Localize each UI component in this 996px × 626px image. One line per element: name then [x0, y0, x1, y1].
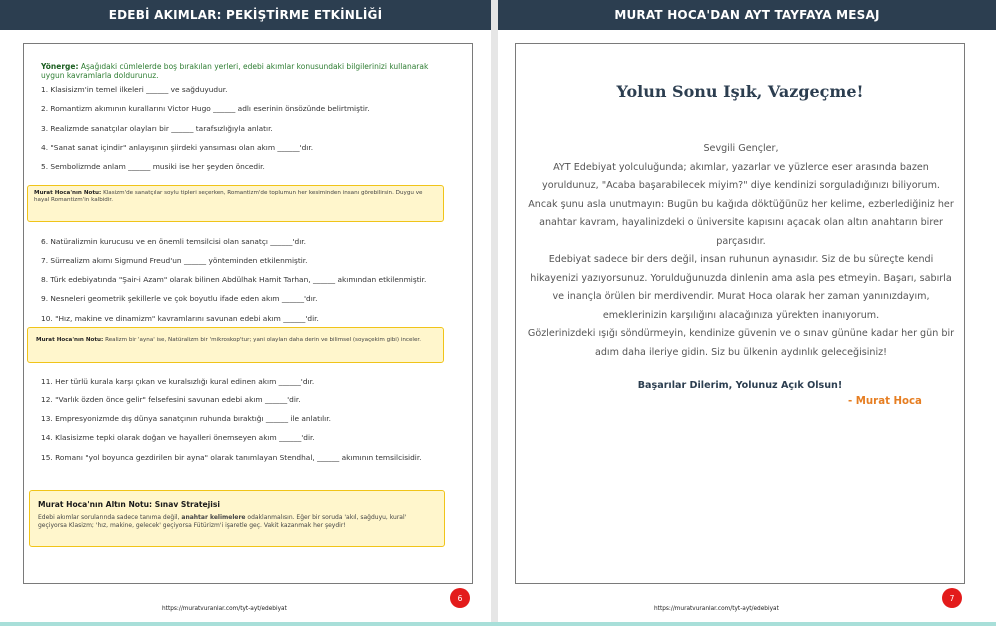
- message-paragraph: Edebiyat sadece bir ders değil, insan ruhunun aynasıdır. Siz de bu süreçte kendi hikayenizi yazıyorsunuz. Yorulduğunuzda dinlenin ama asla pes etmeyin. Başarı, sabırla ve inançla örülen bir merdivendir. Murat Hoca olarak her zaman yanınızdayım, emeklerinizin karşılığını alacağınıza yürekten inanıyorum.: [530, 254, 952, 321]
- question: 2. Romantizm akımının kurallarını Victor Hugo ______ adlı eserinin önsözünde belirtmiştir.: [41, 104, 370, 113]
- message-closing: Başarılar Dilerim, Yolunuz Açık Olsun!: [637, 380, 843, 391]
- teacher-note: [27, 185, 444, 222]
- question: 4. "Sanat sanat içindir" anlayışının şiirdeki yansıması olan akım ______'dır.: [41, 143, 314, 152]
- gold-note: [29, 490, 445, 547]
- footer-url[interactable]: https://muratvuranlar.com/tyt-ayt/edebiyat: [654, 606, 779, 612]
- worksheet-frame: [23, 43, 473, 584]
- question: 14. Klasisizme tepki olarak doğan ve hayalleri önemseyen akım ______'dir.: [41, 433, 315, 442]
- gold-note-title: Murat Hoca'nın Altın Notu: Sınav Stratejisi: [38, 500, 221, 509]
- note-label: Murat Hoca'nın Notu:: [34, 190, 102, 196]
- question: 11. Her türlü kurala karşı çıkan ve kuralsızlığı kural edinen akım ______'dır.: [41, 377, 315, 386]
- message-paragraph: Gözlerinizdeki ışığı söndürmeyin, kendinize güvenin ve o sınav gününe kadar her gün bir adım daha ileriye gidin. Siz bu ülkenin aydınlık geleceğisiniz!: [527, 328, 955, 358]
- question: 7. Sürrealizm akımı Sigmund Freud'un ______ yönteminden etkilenmiştir.: [41, 256, 308, 265]
- left-page-header: EDEBİ AKIMLAR: PEKİŞTİRME ETKİNLİĞİ: [0, 0, 491, 30]
- message-greeting: Sevgili Gençler,: [703, 143, 779, 154]
- gold-note-keyword: anahtar kelimelere: [181, 514, 246, 521]
- question: 5. Sembolizmde anlam ______ musiki ise her şeyden öncedir.: [41, 162, 265, 171]
- message-frame: [515, 43, 965, 584]
- question: 8. Türk edebiyatında "Şair-i Azam" olarak bilinen Abdülhak Hamit Tarhan, ______ akımından etkilenmiştir.: [41, 275, 427, 284]
- gold-note-text: Edebi akımlar sorularında sadece tanıma değil,: [38, 514, 182, 521]
- left-page: [0, 0, 491, 622]
- right-page-header: MURAT HOCA'DAN AYT TAYFAYA MESAJ: [498, 0, 996, 30]
- instruction-label: Yönerge:: [41, 62, 79, 71]
- question: 3. Realizmde sanatçılar olayları bir ______ tarafsızlığıyla anlatır.: [41, 124, 273, 133]
- note-text: Realizm bir 'ayna' ise, Natüralizm bir 'mikroskop'tur; yani olayları daha derin ve bilimsel (soyaçekim gibi) inceler.: [105, 337, 421, 343]
- footer-url[interactable]: https://muratvuranlar.com/tyt-ayt/edebiyat: [162, 606, 287, 612]
- gold-note-body: [38, 514, 436, 530]
- question: 13. Empresyonizmde dış dünya sanatçının ruhunda bıraktığı ______ ile anlatılır.: [41, 414, 331, 423]
- question: 15. Romanı "yol boyunca gezdirilen bir ayna" olarak tanımlayan Stendhal, ______ akımının temsilcisidir.: [41, 453, 422, 462]
- note-text: Klasizm'de sanatçılar soylu tipleri seçerken, Romantizm'de toplumun her kesiminden insanı görebilirsin. Duygu ve hayal Romantizm'in kalbidir.: [34, 190, 423, 204]
- question: 12. "Varlık özden önce gelir" felsefesini savunan edebi akım ______'dir.: [41, 395, 301, 404]
- instruction: [41, 62, 453, 80]
- page-number-badge: 7: [942, 588, 962, 608]
- question: 6. Natüralizmin kurucusu ve en önemli temsilcisi olan sanatçı ______'dır.: [41, 237, 306, 246]
- message-signature: - Murat Hoca: [848, 396, 922, 407]
- teacher-note: [27, 327, 444, 363]
- instruction-text: Aşağıdaki cümlelerde boş bırakılan yerleri, edebi akımlar konusundaki bilgilerinizi kullanarak uygun kavramlarla doldurunuz.: [41, 62, 429, 80]
- question: 9. Nesneleri geometrik şekillerle ve çok boyutlu ifade eden akım ______'dır.: [41, 294, 318, 303]
- message-paragraph: AYT Edebiyat yolculuğunda; akımlar, yazarlar ve yüzlerce eser arasında bazen yoruldunuz, "Acaba başarabilecek miyim?" diye kendinizi sorguladığınızı biliyorum. Ancak şunu asla unutmayın: Bugün bu kağıda döktüğünüz her kelime, ezberlediğiniz her anahtar kavram, hayalinizdeki o üniversite kapısını açacak olan altın anahtarın birer parçasıdır.: [528, 161, 954, 247]
- message-title: Yolun Sonu Işık, Vazgeçme!: [616, 82, 864, 101]
- bottom-divider: [0, 622, 996, 626]
- gold-note-text: odaklanmalısın. Eğer bir soruda 'akıl, sağduyu, kural' geçiyorsa Klasizm; 'hız, makine, gelecek' geçiyorsa Fütürizm'i işaretle geç. Vakit kazanmak her şeydir!: [38, 514, 407, 529]
- note-label: Murat Hoca'nın Notu:: [36, 337, 104, 343]
- question: 1. Klasisizm'in temel ilkeleri ______ ve sağduyudur.: [41, 85, 228, 94]
- question: 10. "Hız, makine ve dinamizm" kavramlarını savunan edebi akım ______'dir.: [41, 314, 319, 323]
- right-page: [498, 0, 996, 622]
- message-body: [526, 140, 956, 362]
- page-number-badge: 6: [450, 588, 470, 608]
